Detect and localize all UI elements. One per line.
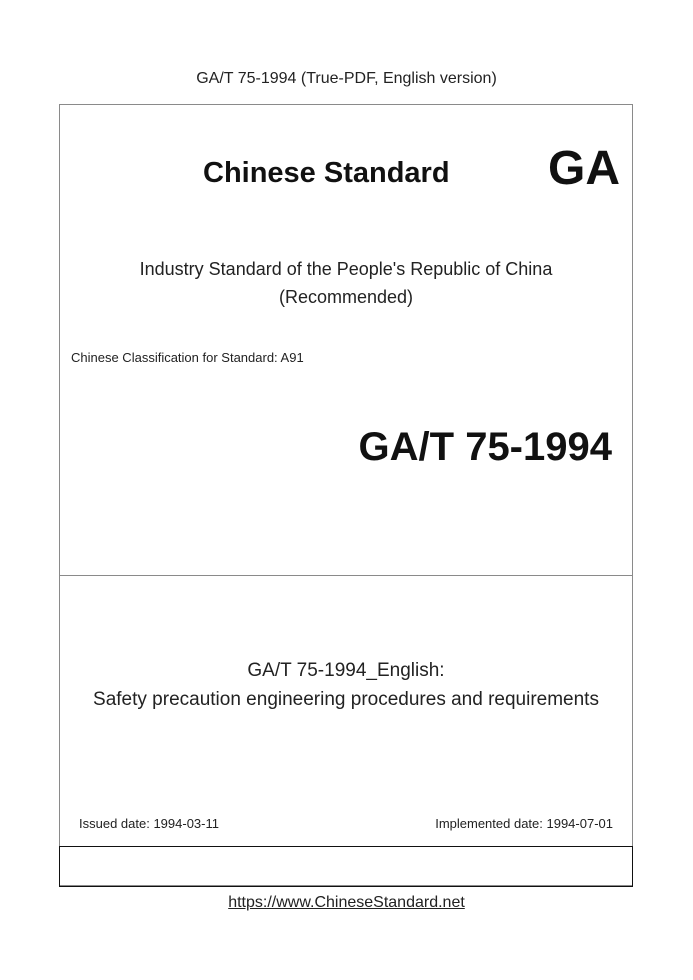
issued-date: Issued date: 1994-03-11 [79, 816, 219, 831]
recommended-line: (Recommended) [278, 287, 414, 307]
cover-bottom-panel [60, 576, 632, 847]
standard-code: GA [548, 142, 620, 195]
standard-number: GA/T 75-1994 [358, 425, 612, 469]
standard-label: Chinese Standard [203, 157, 450, 189]
document-title-line-1: GA/T 75-1994_English: [247, 660, 445, 681]
cover-frame [59, 104, 633, 886]
cover-top-panel [60, 105, 632, 576]
page-header-title: GA/T 75-1994 (True-PDF, English version) [196, 70, 497, 87]
document-title-line-2: Safety precaution engineering procedures and requirements [93, 689, 599, 710]
website-link[interactable]: https://www.ChineseStandard.net [228, 894, 465, 911]
implemented-date: Implemented date: 1994-07-01 [435, 816, 613, 831]
cover-footer-box [59, 846, 633, 887]
industry-standard-line: Industry Standard of the People's Republic of China [139, 259, 553, 279]
classification-line: Chinese Classification for Standard: A91 [71, 350, 304, 365]
